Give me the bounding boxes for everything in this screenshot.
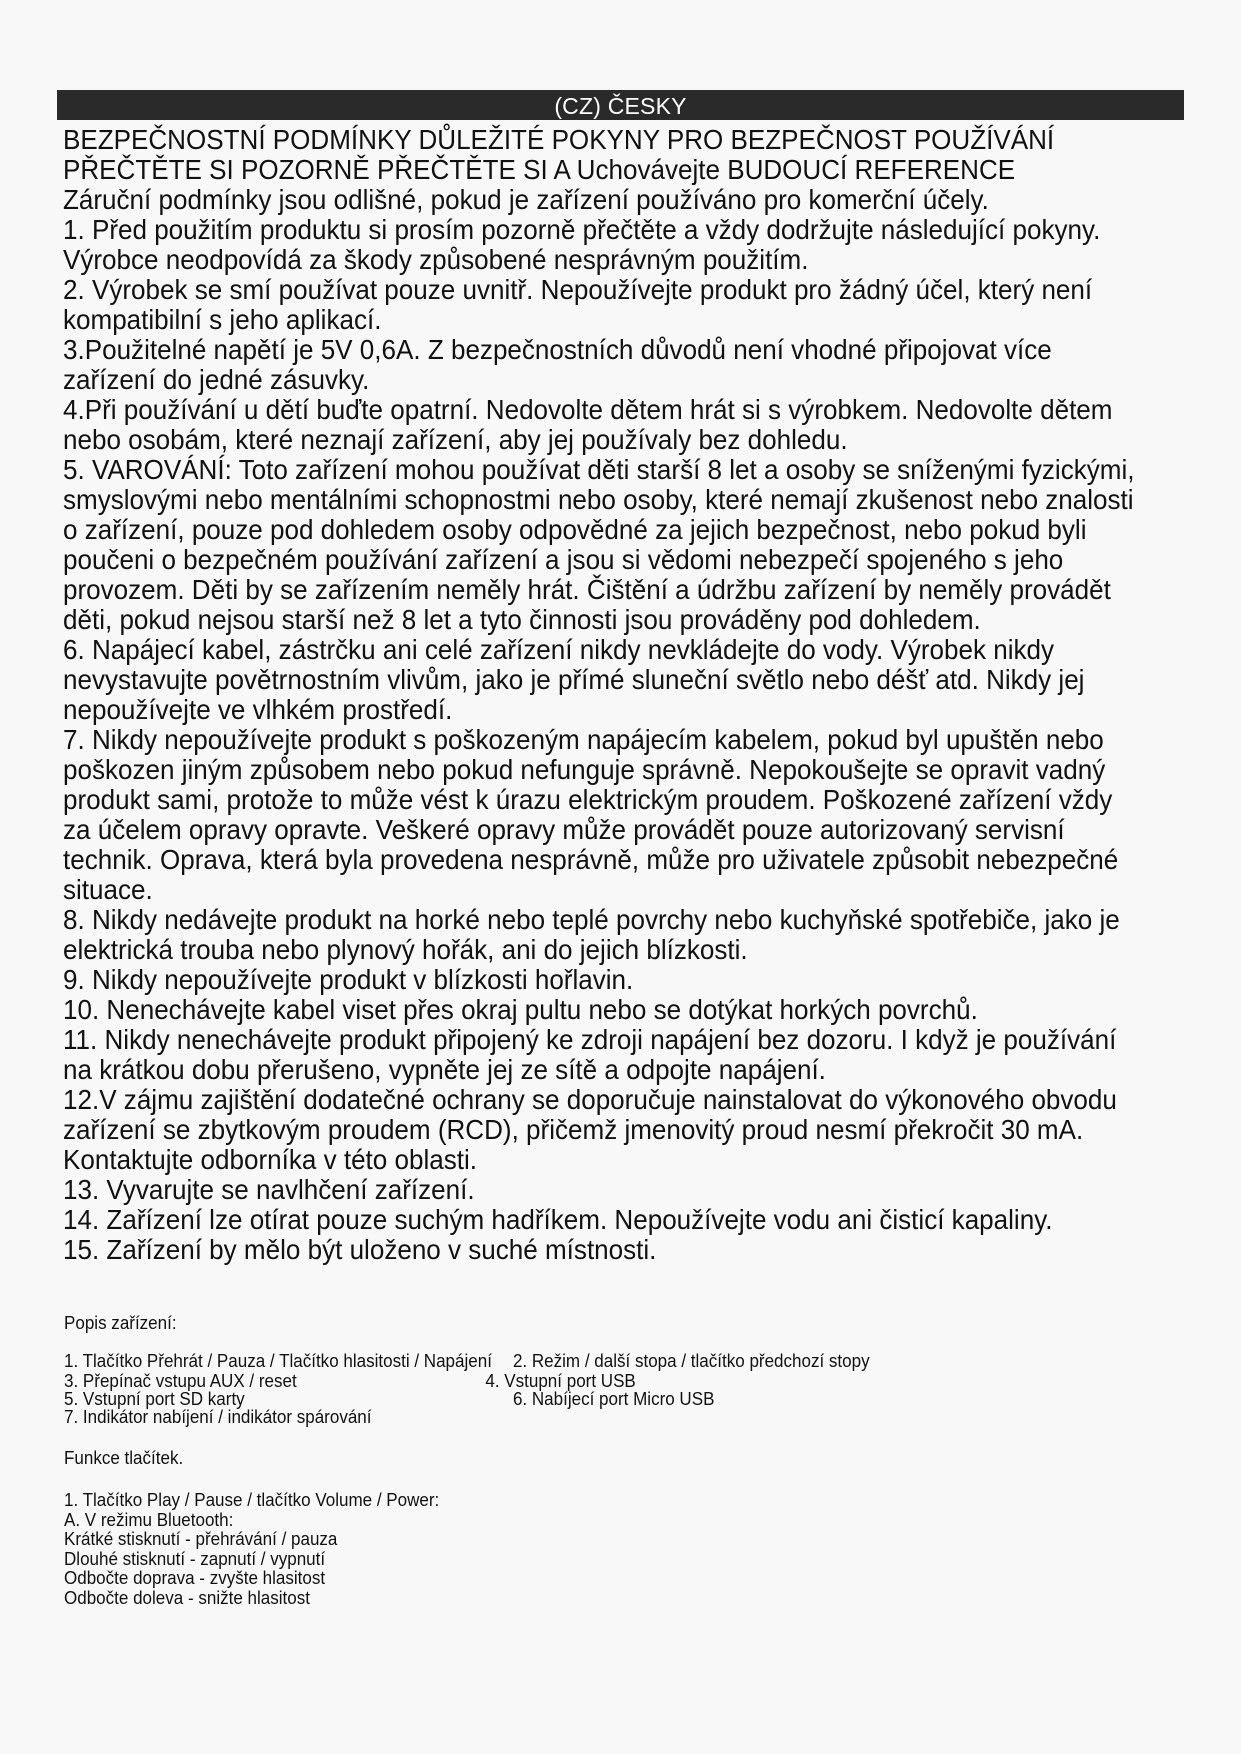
body-line: produkt sami, protože to může vést k úrazu elektrickým proudem. Poškozené zařízení vždy	[63, 784, 1113, 815]
body-line: 8. Nikdy nedávejte produkt na horké nebo teplé povrchy nebo kuchyňské spotřebiče, jako je	[63, 904, 1120, 935]
body-line: zařízení do jedné zásuvky.	[63, 364, 370, 395]
device-item-7: 7. Indikátor nabíjení / indikátor spárování	[64, 1405, 372, 1427]
button-functions-heading: Funkce tlačítek.	[64, 1447, 184, 1468]
device-description-heading: Popis zařízení:	[64, 1312, 177, 1333]
body-line: 9. Nikdy nepoužívejte produkt v blízkosti hořlavin.	[63, 964, 634, 995]
body-line: děti, pokud nejsou starší než 8 let a tyto činnosti jsou prováděny pod dohledem.	[63, 604, 981, 635]
body-line: Výrobce neodpovídá za škody způsobené nesprávným použitím.	[63, 244, 809, 275]
body-line: 15. Zařízení by mělo být uloženo v suché místnosti.	[63, 1234, 657, 1265]
body-line: na krátkou dobu přerušeno, vypněte jej ze sítě a odpojte napájení.	[63, 1054, 826, 1085]
body-line: technik. Oprava, která byla provedena nesprávně, může pro uživatele způsobit nebezpečné	[63, 844, 1119, 875]
device-item-3: 3. Přepínač vstupu AUX / reset	[64, 1369, 297, 1391]
body-line: elektrická trouba nebo plynový hořák, ani do jejich blízkosti.	[63, 934, 748, 965]
body-line: zařízení se zbytkovým proudem (RCD), přičemž jmenovitý proud nesmí překročit 30 mA.	[63, 1114, 1084, 1145]
function-line: Dlouhé stisknutí - zapnutí / vypnutí	[64, 1547, 326, 1569]
function-line: Odbočte doprava - zvyšte hlasitost	[64, 1567, 326, 1588]
language-label: (CZ) ČESKY	[554, 93, 687, 119]
button-functions-list	[64, 1490, 1094, 1607]
safety-instructions	[63, 125, 1203, 1265]
body-line: nepoužívejte ve vlhkém prostředí.	[63, 694, 453, 725]
body-line: o zařízení, pouze pod dohledem osoby odpovědné za jejich bezpečnost, nebo pokud byli	[63, 514, 1087, 545]
title-line-1: BEZPEČNOSTNÍ PODMÍNKY DŮLEŽITÉ POKYNY PRO BEZPEČNOST POUŽÍVÁNÍ	[63, 124, 1055, 155]
device-item-2: 2. Režim / další stopa / tlačítko předchozí stopy	[512, 1350, 870, 1371]
title-line-2: PŘEČTĚTE SI POZORNĚ PŘEČTĚTE SI A Uchovávejte BUDOUCÍ REFERENCE	[63, 154, 1016, 185]
body-line: 12.V zájmu zajištění dodatečné ochrany se doporučuje nainstalovat do výkonového obvodu	[63, 1084, 1117, 1115]
body-line: smyslovými nebo mentálními schopnostmi nebo osoby, které nemají zkušenost nebo znalosti	[63, 484, 1134, 515]
body-line: Kontaktujte odborníka v této oblasti.	[63, 1144, 478, 1175]
body-line: 7. Nikdy nepoužívejte produkt s poškozeným napájecím kabelem, pokud byl upuštěn nebo	[63, 724, 1104, 755]
device-item-1: 1. Tlačítko Přehrát / Pauza / Tlačítko hlasitosti / Napájení	[64, 1350, 492, 1371]
body-line: 10. Nenechávejte kabel viset přes okraj pultu nebo se dotýkat horkých povrchů.	[63, 994, 978, 1025]
body-line: 5. VAROVÁNÍ: Toto zařízení mohou používat děti starší 8 let a osoby se sníženými fyzickými,	[63, 454, 1135, 485]
body-line: za účelem opravy opravte. Veškeré opravy může provádět pouze autorizovaný servisní	[63, 814, 1065, 845]
function-line: Odbočte doleva - snižte hlasitost	[64, 1586, 310, 1608]
body-line: 11. Nikdy nenechávejte produkt připojený ke zdroji napájení bez dozoru. I když je používání	[63, 1024, 1117, 1055]
body-line: 1. Před použitím produktu si prosím pozorně přečtěte a vždy dodržujte následující pokyny.	[63, 214, 1101, 245]
body-line: nevystavujte povětrnostním vlivům, jako je přímé sluneční světlo nebo déšť atd. Nikdy jej	[63, 664, 1085, 695]
body-line: kompatibilní s jeho aplikací.	[63, 304, 382, 335]
function-line: Krátké stisknutí - přehrávání / pauza	[64, 1528, 338, 1549]
device-item-6: 6. Nabíjecí port Micro USB	[512, 1388, 715, 1409]
body-line: poškozen jiným způsobem nebo pokud nefunguje správně. Nepokoušejte se opravit vadný	[63, 754, 1106, 785]
function-line: A. V režimu Bluetooth:	[64, 1508, 234, 1530]
body-line: 2. Výrobek se smí používat pouze uvnitř. Nepoužívejte produkt pro žádný účel, který není	[63, 274, 1093, 305]
body-line: 14. Zařízení lze otírat pouze suchým hadříkem. Nepoužívejte vodu ani čisticí kapaliny.	[63, 1204, 1053, 1235]
body-line: situace.	[63, 874, 153, 905]
device-description-list	[64, 1351, 1094, 1426]
body-line: provozem. Děti by se zařízením neměly hrát. Čištění a údržbu zařízení by neměly provádět	[63, 574, 1111, 605]
function-line: 1. Tlačítko Play / Pause / tlačítko Volume / Power:	[64, 1489, 440, 1510]
device-item-5: 5. Vstupní port SD karty	[64, 1388, 245, 1409]
language-header-bar	[57, 90, 1184, 120]
body-line: poučeni o bezpečném používání zařízení a jsou si vědomi nebezpečí spojeného s jeho	[63, 544, 1064, 575]
body-line: Záruční podmínky jsou odlišné, pokud je zařízení používáno pro komerční účely.	[63, 184, 989, 215]
body-line: 3.Použitelné napětí je 5V 0,6A. Z bezpečnostních důvodů není vhodné připojovat více	[63, 334, 1052, 365]
device-item-4: 4. Vstupní port USB	[485, 1369, 636, 1391]
body-line: 4.Při používání u dětí buďte opatrní. Nedovolte dětem hrát si s výrobkem. Nedovolte dětem	[63, 394, 1113, 425]
body-line: nebo osobám, které neznají zařízení, aby jej používaly bez dohledu.	[63, 424, 848, 455]
body-line: 6. Napájecí kabel, zástrčku ani celé zařízení nikdy nevkládejte do vody. Výrobek nikdy	[63, 634, 1055, 665]
body-line: 13. Vyvarujte se navlhčení zařízení.	[63, 1174, 475, 1205]
